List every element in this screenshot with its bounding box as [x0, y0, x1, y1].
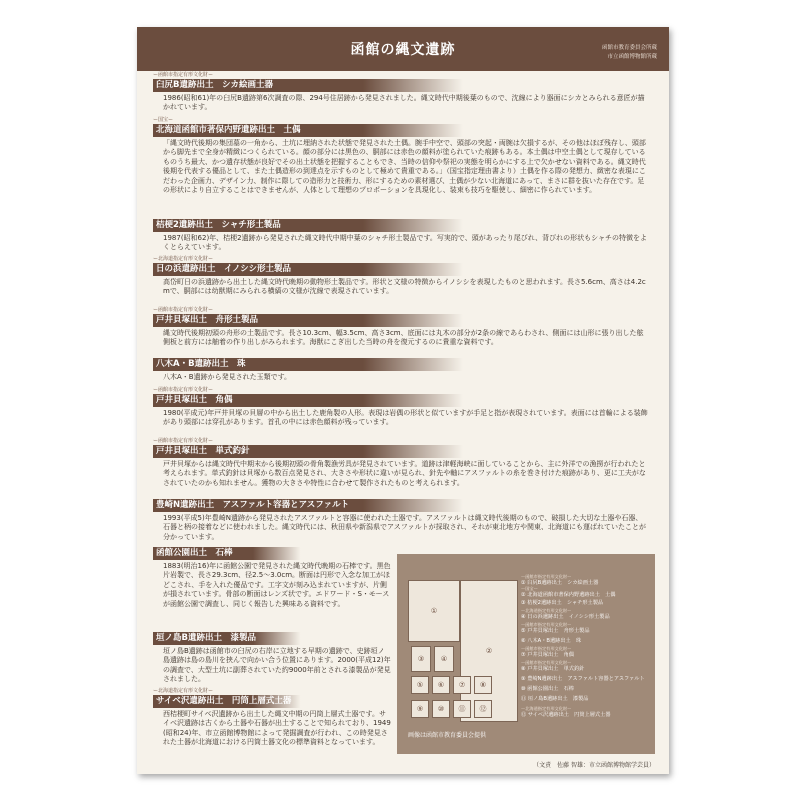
- legend-item: [521, 608, 651, 620]
- photo-slot: [411, 646, 431, 672]
- section-body: 1987(昭和62)年、桔梗2遺跡から発見された縄文時代中期中葉のシャチ形土製品です。写実的で、頭があったり尾びれ、背びれの形状もシャチの特徴をよくとらえています。: [163, 234, 648, 252]
- designation-label: ー北海道指定有形文化財ー: [153, 256, 214, 262]
- section-heading: 臼尻B遺跡出土 シカ絵画土器: [153, 79, 653, 92]
- credit-line: 市立函館博物館所蔵: [607, 54, 657, 60]
- section-orca: [153, 219, 653, 255]
- legend-item: [521, 660, 651, 672]
- photo-slot: [432, 700, 450, 718]
- legend-kicker: ー函館市指定有形文化財ー: [521, 574, 572, 579]
- section-body: 1986(昭和61)年の臼尻B遺跡第6次調査の際、294号住居跡から発見されました。縄文時代中期後葉のもので、沈線により器面にシカとみられる意匠が描かれています。: [163, 94, 645, 112]
- pamphlet-page: [137, 27, 669, 774]
- legend-item: [521, 622, 651, 634]
- section-heading: 垣ノ島B遺跡出土 漆製品: [153, 632, 391, 645]
- designation-label: ー函館市指定有形文化財ー: [153, 307, 214, 313]
- legend-item: [521, 586, 651, 598]
- section-body: 1883(明治16)年に函館公園で発見された縄文時代晩期の石棒です。黒色片岩製で、長さ29.3cm、径2.5〜3.0cm。断面は円形で入念な加工がほどこされ、手を入れた優品です。工字文が刻み込まれていますが、片側が損されています。骨部の断面はレンズ状です。エドワード・S・モースが函館公園で調査し、同じく報告した興味ある資料です。: [163, 562, 391, 608]
- section-heading: 函館公園出土 石棒: [153, 547, 391, 560]
- legend-kicker: ー国宝ー: [521, 586, 538, 591]
- photo-number: ⑧: [479, 681, 487, 689]
- legend-item: [521, 676, 651, 682]
- photo-number: ⑨: [416, 705, 424, 713]
- photo-number: ④: [440, 655, 448, 663]
- photo-number: ⑫: [479, 705, 487, 713]
- photo-number: ③: [417, 655, 425, 663]
- section-cylinder-pottery: [153, 688, 391, 768]
- photo-slot: [432, 676, 450, 694]
- photo-legend-panel: [397, 554, 655, 754]
- legend-label: ⑪ 垣ノ島B遺跡出土 漆製品: [521, 696, 589, 702]
- section-boar: [153, 256, 653, 299]
- photo-number: ⑥: [437, 681, 445, 689]
- photo-number: ⑤: [416, 681, 424, 689]
- photo-slot: [411, 700, 429, 718]
- legend-label: ⑩ 函館公園出土 石棒: [521, 686, 574, 692]
- page-title: 函館の縄文遺跡: [350, 42, 456, 58]
- legend-kicker: ー北海道指定有形文化財ー: [521, 706, 572, 711]
- section-body: 縄文時代後期初頭の舟形の土製品です。長さ10.3cm、幅3.5cm、高さ3cm、底面には丸木の部分が2条の線であらわされ、側面には山形に張り出した舷側板と前方には舳着の作り出しがみられます。海獣にこぎ出した当時の舟を復元するのに貴重な資料です。: [163, 329, 644, 347]
- photo-number: ⑩: [437, 705, 445, 713]
- photo-grid: [408, 580, 518, 722]
- legend-kicker: ー函館市指定有形文化財ー: [521, 646, 572, 651]
- legend-item: [521, 646, 651, 658]
- title-banner: [137, 27, 669, 71]
- legend-kicker: ー北海道指定有形文化財ー: [521, 608, 572, 613]
- photo-slot: [434, 646, 454, 672]
- section-body: 八木A・B遺跡から発見された玉類です。: [163, 373, 292, 381]
- section-beads: [153, 358, 653, 384]
- section-body: 「縄文時代後期の集団墓の一角から、土坑に埋納された状態で発見された土偶。腕手中空で、頭部の突起・両腕は欠損するが、その他はほぼ残存し、頭部から脚先まで全身が精緻につくられている。顔の部分には黒色の、胴部には赤色の顔料が塗られていた痕跡もある。本土偶は中空土偶として現存しているものうち最大、かつ遺存状態が良好でその出土状態を把握することもでき、当時の信仰や祭祀の実態を明らかにする上で欠かせない資料である。縄文時代後期を代表する優品として、また土偶造形の到達点を示すものとして極めて貴重である。」（国宝指定理由書より）土偶を作る際の発想力、緻密な表現にこだわった企画力、デザイン力、制作に際しての造形力と技術力、形にするための素材選び、土偶が少ない北海道にあって、まさに群を抜いた存在です。足の形状により自立することはできませんが、人体として理想のプロポーションを具現化し、装束も技巧を駆使し、細密に作られています。: [163, 139, 646, 195]
- section-heading: サイベ沢遺跡出土 円筒上層式土器: [153, 695, 391, 708]
- section-heading: 日の浜遺跡出土 イノシシ形土製品: [153, 263, 653, 276]
- legend-kicker: ー函館市指定有形文化財ー: [521, 660, 572, 665]
- legend-label: ⑤ 戸井貝塚出土 舟形土製品: [521, 628, 590, 635]
- section-fishhook: [153, 438, 653, 500]
- section-heading: 豊崎N遺跡出土 アスファルト容器とアスファルト: [153, 499, 653, 512]
- author-credit: （文責 佐藤 智雄：市立函館博物館学芸員）: [533, 762, 655, 769]
- legend-label: ⑨ 豊崎N遺跡出土 アスファルト容器とアスファルト: [521, 676, 645, 682]
- designation-label: ー函館市指定有形文化財ー: [153, 438, 214, 444]
- designation-label: ー函館市指定有形文化財ー: [153, 387, 214, 393]
- section-asphalt: [153, 499, 653, 554]
- photo-slot: [408, 580, 460, 642]
- section-heading: 八木A・B遺跡出土 珠: [153, 358, 653, 371]
- section-dogu: [153, 117, 653, 221]
- section-shika-pottery: [153, 72, 653, 115]
- section-body: 1980(平成元)年戸井貝塚の貝層の中から出土した鹿角製の人形。表現は岩偶の形状と似ていますが手足と指が表現されています。表面には首輪による装飾があり頭部には穿孔があります。首孔の中には赤色顔料が残っています。: [163, 409, 648, 427]
- legend-item: [521, 706, 651, 718]
- section-body: 垣ノ島B遺跡は函館市の臼尻の右岸に立地する早期の遺跡で、史跡垣ノ島遺跡は島の島川を挟んで向かい合う位置にあります。2000(平成12)年の調査で、大型土坑に副葬されていた約9000年前とされる漆製品が発見されました。: [163, 647, 391, 684]
- photo-slot: [474, 700, 492, 718]
- legend-item: [521, 574, 651, 586]
- legend-label: ⑦ 戸井貝塚出土 角偶: [521, 652, 574, 659]
- legend-label: ⑥ 八木A・B遺跡出土 珠: [521, 638, 582, 644]
- legend-item: [521, 600, 651, 606]
- legend-label: ⑫ サイベ沢遺跡出土 円筒上層式土器: [521, 712, 611, 719]
- photo-number: ⑦: [458, 681, 466, 689]
- designation-label: ー国宝ー: [153, 117, 174, 123]
- legend-item: [521, 686, 651, 692]
- photo-slot: [453, 676, 471, 694]
- section-body: 高岱町日の浜遺跡から出土した縄文時代晩期の動物形土製品です。形状と文様の特徴からイノシシを表現したものと思われます。長さ5.6cm、高さは4.2cmで、胴部には幼獣期にみられる横縞の文様が沈線で表現されています。: [163, 278, 646, 296]
- photo-slot: [474, 676, 492, 694]
- section-stone-rod: [153, 547, 391, 630]
- legend-item: [521, 696, 651, 702]
- section-heading: 桔梗2遺跡出土 シャチ形土製品: [153, 219, 653, 232]
- legend-label: ⑧ 戸井貝塚出土 単式釣針: [521, 666, 585, 673]
- section-boat: [153, 307, 653, 350]
- legend-kicker: ー函館市指定有形文化財ー: [521, 622, 572, 627]
- section-antler-figure: [153, 387, 653, 430]
- section-heading: 戸井貝塚出土 舟形土製品: [153, 314, 653, 327]
- photo-slot: [411, 676, 429, 694]
- legend-label: ② 北海道函館市著保内野遺跡出土 土偶: [521, 592, 616, 599]
- section-heading: 戸井貝塚出土 角偶: [153, 394, 653, 407]
- photo-slot: [453, 700, 471, 718]
- photo-number: ②: [485, 647, 493, 655]
- credit-line: 函館市教育委員会所蔵: [601, 45, 657, 51]
- legend-label: ③ 桔梗2遺跡出土 シャチ形土製品: [521, 600, 604, 606]
- section-body: 戸井貝塚からは縄文時代中期末から後期初頭の骨角製漁労具が発見されています。道跡は津軽海峡に面していることから、主に外洋での漁撈が行われたと考えられます。単式釣針は貝塚から数百点発見され、大きさや形状に違いが見られ、針先や軸にアスファルトの糸を巻き付けた痕跡があり、更に工夫がなされていたのかも知れません。獲物の大きさや特性に合わせて製作されたものと考えられます。: [163, 460, 646, 487]
- photo-number: ①: [430, 607, 438, 615]
- photo-number: ⑪: [458, 705, 466, 713]
- section-body: 1993(平成5)年豊崎N遺跡から発見されたアスファルトと容器に使われた土器です。アスファルトは縄文時代後期のもので、破損した大切な土器や石器、石器と柄の接着などに使われました。縄文時代には、秋田県や新潟県でアスファルトが採取され、それが東北地方や関東、北海道にも運ばれていたことが分かっています。: [163, 514, 646, 541]
- legend-item: [521, 638, 651, 644]
- designation-label: ー北海道指定有形文化財ー: [153, 688, 214, 694]
- image-credit-caption: 画像は函館市教育委員会提供: [408, 732, 487, 739]
- section-heading: 北海道函館市著保内野遺跡出土 土偶: [153, 124, 653, 137]
- designation-label: ー函館市指定有形文化財ー: [153, 72, 214, 78]
- legend-label: ① 臼尻B遺跡出土 シカ絵画土器: [521, 580, 599, 587]
- section-body: 西桔梗町サイベ沢遺跡から出土した縄文中期の円筒上層式土器です。サイベ沢遺跡は古くから土器や石器が出土することで知られており、1949(昭和24)年、市立函館博物館によって発掘調査が行われ、この時発見された土器が北海道における円筒土器文化の標準資料となっています。: [163, 710, 391, 747]
- legend-label: ④ 日の浜遺跡出土 イノシシ形土製品: [521, 614, 610, 621]
- section-heading: 戸井貝塚出土 単式釣針: [153, 445, 653, 458]
